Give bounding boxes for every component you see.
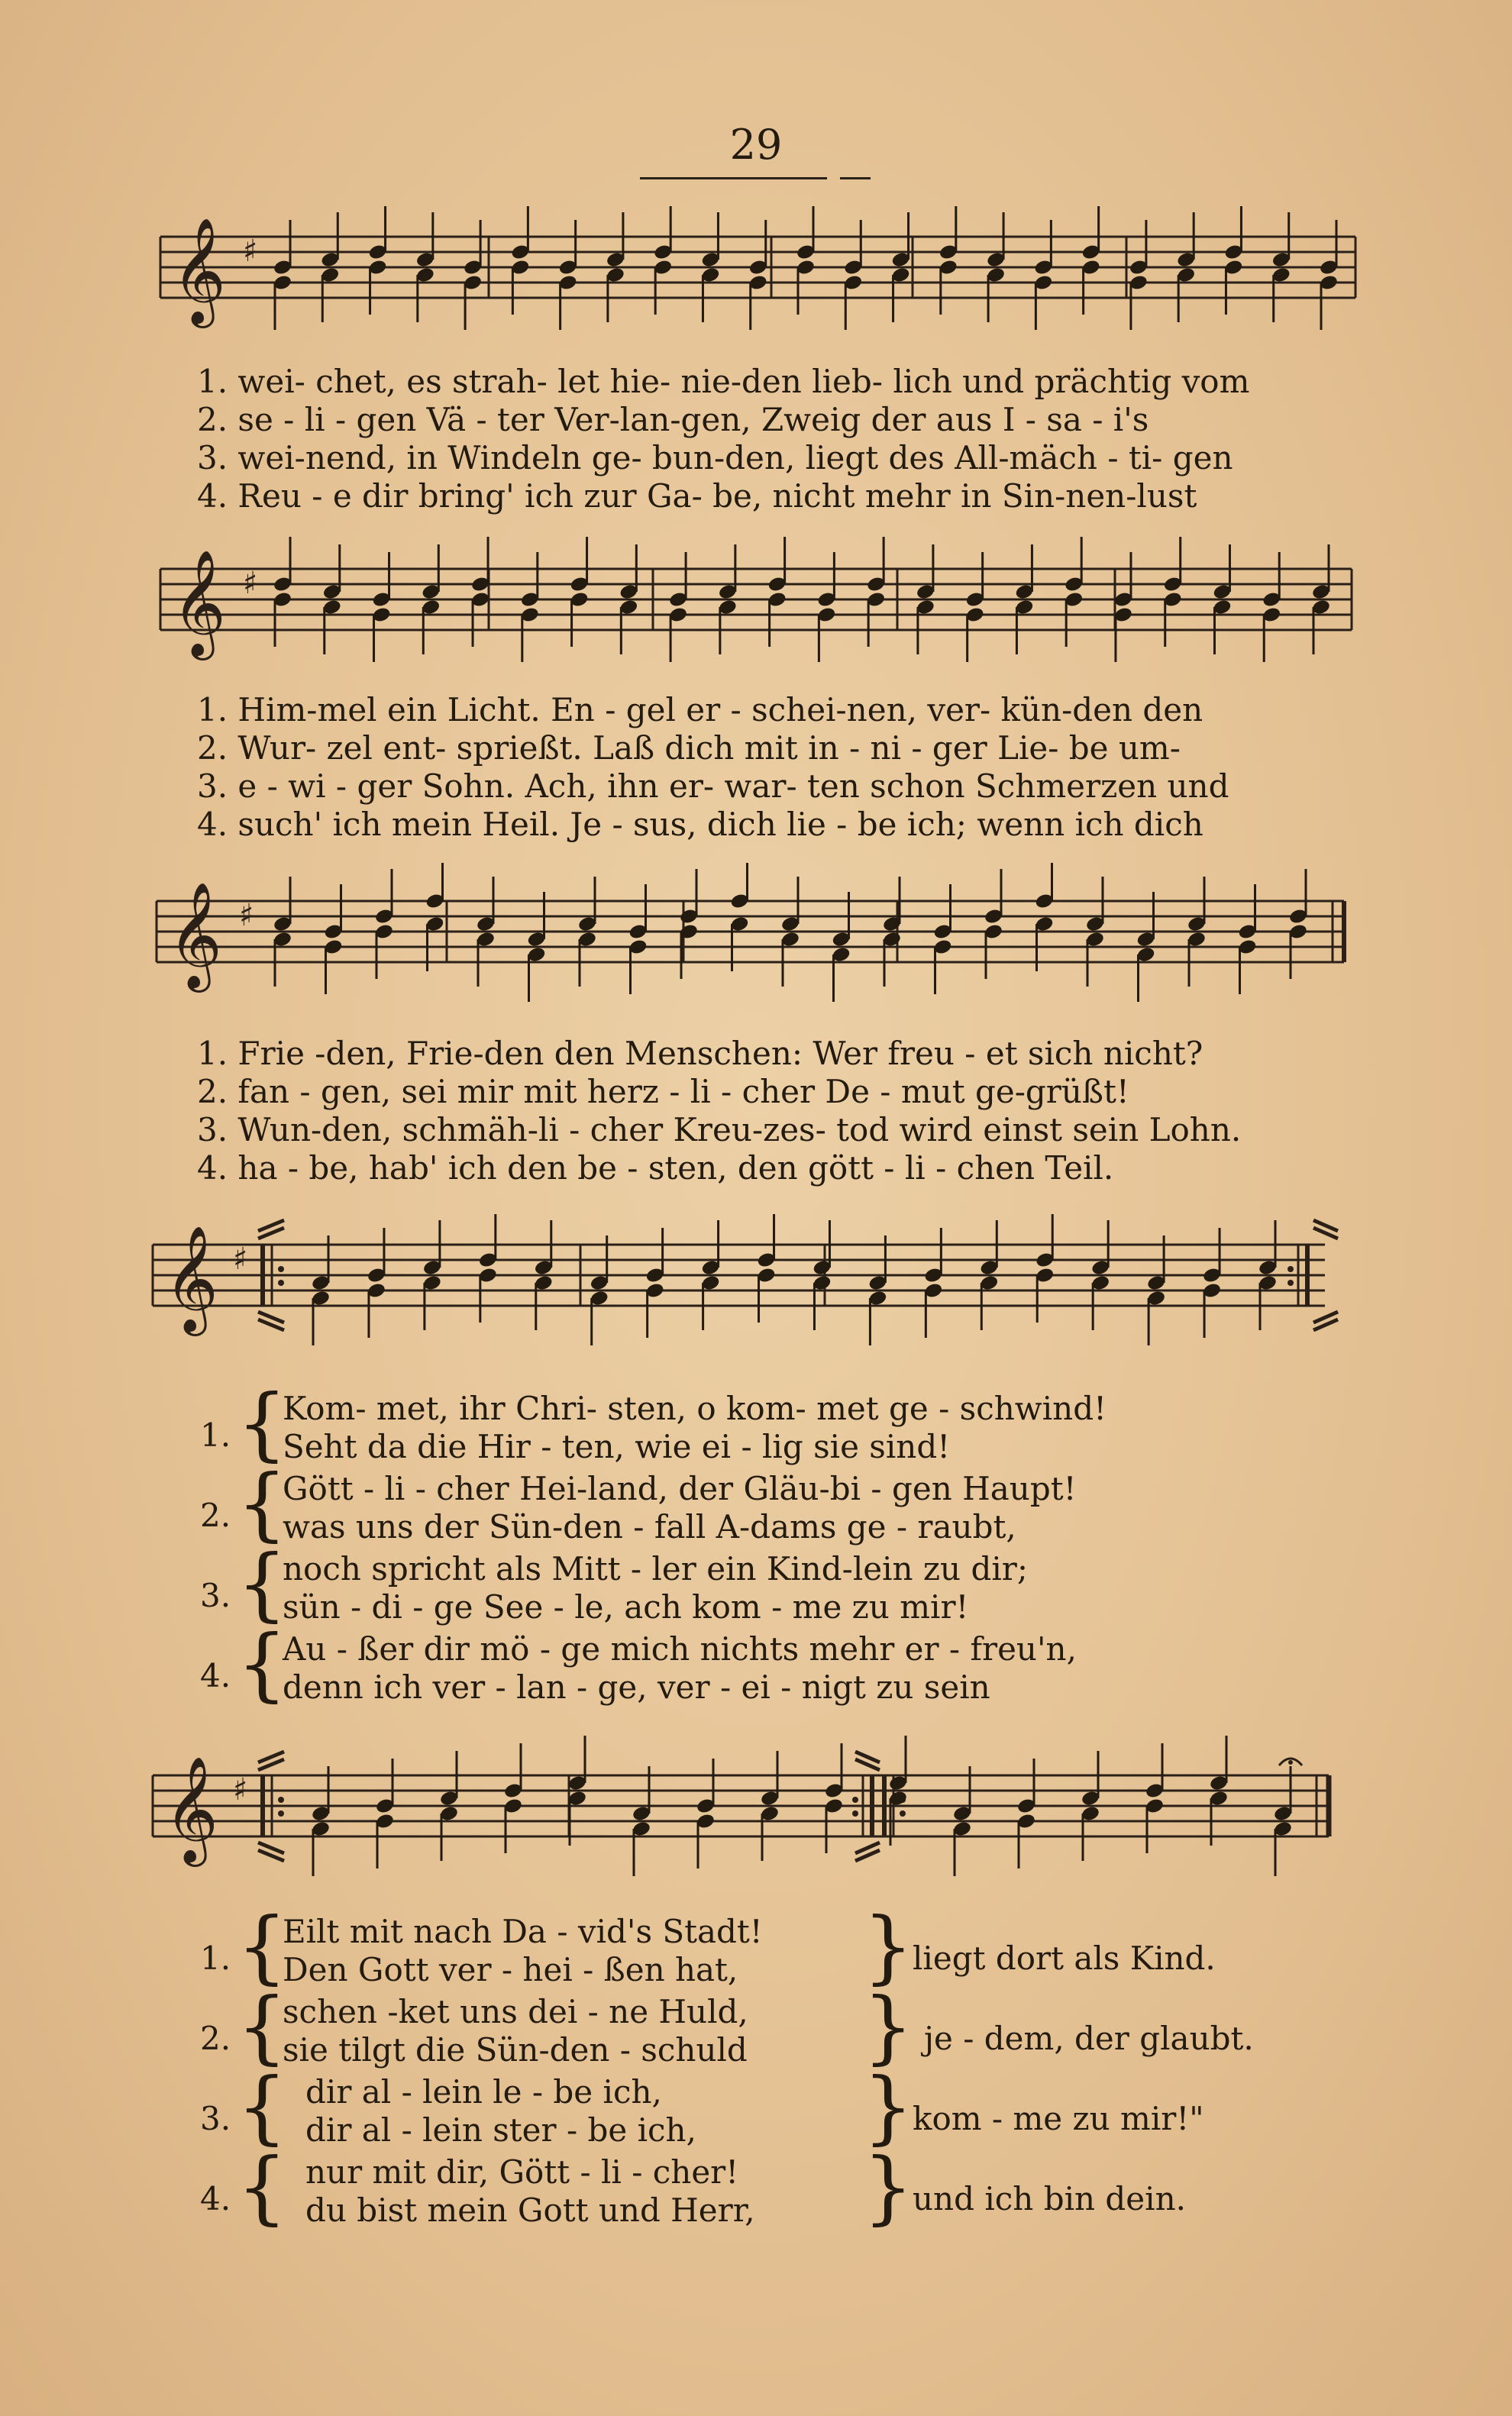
treble-clef-icon: 𝄞 <box>172 550 226 656</box>
lyric-line: 2. se - li - gen Vä - ter Ver-lan-gen, Zweig der aus I - sa - i's <box>197 401 1149 438</box>
verse-number: 4. <box>200 1657 231 1694</box>
lyric-line: was uns der Sün-den - fall A-dams ge - raubt, <box>283 1508 1016 1546</box>
verse-brace: { <box>237 1980 288 2073</box>
verse-brace: { <box>237 1617 288 1710</box>
sharp-icon: ♯ <box>239 898 254 933</box>
verse-brace: { <box>237 1377 288 1470</box>
header-rule <box>640 177 827 179</box>
music-staff-1 <box>0 206 1512 359</box>
lyric-line: Den Gott ver - hei - ßen hat, <box>283 1951 738 1988</box>
verse-number: 2. <box>200 1497 231 1534</box>
verse-brace-right: } <box>863 1980 914 2073</box>
lyric-line: denn ich ver - lan - ge, ver - ei - nigt zu sein <box>283 1668 990 1706</box>
lyric-line: 1. Frie -den, Frie-den den Menschen: Wer freu - et sich nicht? <box>197 1035 1203 1072</box>
lyric-line: 4. Reu - e dir bring' ich zur Ga- be, nicht mehr in Sin-nen-lust <box>197 477 1197 515</box>
verse-number: 1. <box>200 1940 231 1977</box>
verse-brace: { <box>237 1457 288 1550</box>
lyric-line: nur mit dir, Gött - li - cher! <box>305 2153 739 2191</box>
lyric-line: Seht da die Hir - ten, wie ei - lig sie sind! <box>283 1428 951 1465</box>
treble-clef-icon: 𝄞 <box>164 1226 218 1332</box>
music-staff-4 <box>0 1214 1512 1382</box>
verse-number: 3. <box>200 2100 231 2137</box>
music-staff-2 <box>0 535 1512 703</box>
lyric-line: noch spricht als Mitt - ler ein Kind-lein zu dir; <box>283 1550 1029 1588</box>
verse-number: 3. <box>200 1577 231 1614</box>
music-staff-3 <box>0 863 1512 1046</box>
verse-brace: { <box>237 2140 288 2234</box>
lyric-line: 3. e - wi - ger Sohn. Ach, ihn er- war- ten schon Schmerzen und <box>197 767 1229 805</box>
sharp-icon: ♯ <box>233 1242 248 1277</box>
verse-brace: { <box>237 1900 288 1993</box>
page-number: 29 <box>729 121 783 169</box>
treble-clef-icon: 𝄞 <box>172 218 226 324</box>
verse-number: 1. <box>200 1416 231 1454</box>
lyric-line: dir al - lein le - be ich, <box>305 2073 662 2111</box>
verse-number: 2. <box>200 2020 231 2057</box>
treble-clef-icon: 𝄞 <box>164 1756 218 1862</box>
lyric-line: dir al - lein ster - be ich, <box>305 2111 696 2149</box>
lyric-line: 3. Wun-den, schmäh-li - cher Kreu-zes- tod wird einst sein Lohn. <box>197 1111 1242 1148</box>
lyric-line: Eilt mit nach Da - vid's Stadt! <box>283 1913 763 1950</box>
lyric-line: sie tilgt die Sün-den - schuld <box>283 2031 748 2069</box>
lyric-line: schen -ket uns dei - ne Huld, <box>283 1993 748 2030</box>
verse-brace-right: } <box>863 2140 914 2234</box>
lyric-line: 3. wei-nend, in Windeln ge- bun-den, liegt des All-mäch - ti- gen <box>197 439 1233 476</box>
verse-ending: je - dem, der glaubt. <box>924 2020 1254 2057</box>
verse-ending: liegt dort als Kind. <box>913 1940 1216 1977</box>
verse-ending: kom - me zu mir!" <box>913 2100 1204 2137</box>
verse-ending: und ich bin dein. <box>913 2180 1186 2217</box>
lyric-line: 4. such' ich mein Heil. Je - sus, dich lie - be ich; wenn ich dich <box>197 806 1203 843</box>
lyric-line: 2. Wur- zel ent- sprießt. Laß dich mit in - ni - ger Lie- be um- <box>197 729 1181 767</box>
lyric-line: 1. wei- chet, es strah- let hie- nie-den lieb- lich und prächtig vom <box>197 363 1250 400</box>
music-staff-5 <box>0 1733 1512 1901</box>
verse-brace-right: } <box>863 2060 914 2153</box>
lyric-line: 1. Him-mel ein Licht. En - gel er - schei-nen, ver- kün-den den <box>197 691 1203 728</box>
verse-brace-right: } <box>863 1900 914 1993</box>
sharp-icon: ♯ <box>243 234 258 269</box>
verse-number: 4. <box>200 2180 231 2217</box>
lyric-line: Gött - li - cher Hei-land, der Gläu-bi - gen Haupt! <box>283 1470 1077 1507</box>
lyric-line: 4. ha - be, hab' ich den be - sten, den gött - li - chen Teil. <box>197 1149 1114 1187</box>
lyric-line: Au - ßer dir mö - ge mich nichts mehr er - freu'n, <box>283 1630 1077 1668</box>
verse-brace: { <box>237 2060 288 2153</box>
lyric-line: Kom- met, ihr Chri- sten, o kom- met ge - schwind! <box>283 1390 1107 1427</box>
lyric-line: du bist mein Gott und Herr, <box>305 2192 755 2229</box>
sharp-icon: ♯ <box>233 1772 248 1807</box>
verse-brace: { <box>237 1537 288 1630</box>
treble-clef-icon: 𝄞 <box>168 882 222 988</box>
header-rule-dash <box>840 177 871 179</box>
lyric-line: 2. fan - gen, sei mir mit herz - li - cher De - mut ge-grüßt! <box>197 1073 1129 1110</box>
lyric-line: sün - di - ge See - le, ach kom - me zu mir! <box>283 1588 969 1626</box>
sharp-icon: ♯ <box>243 566 258 601</box>
